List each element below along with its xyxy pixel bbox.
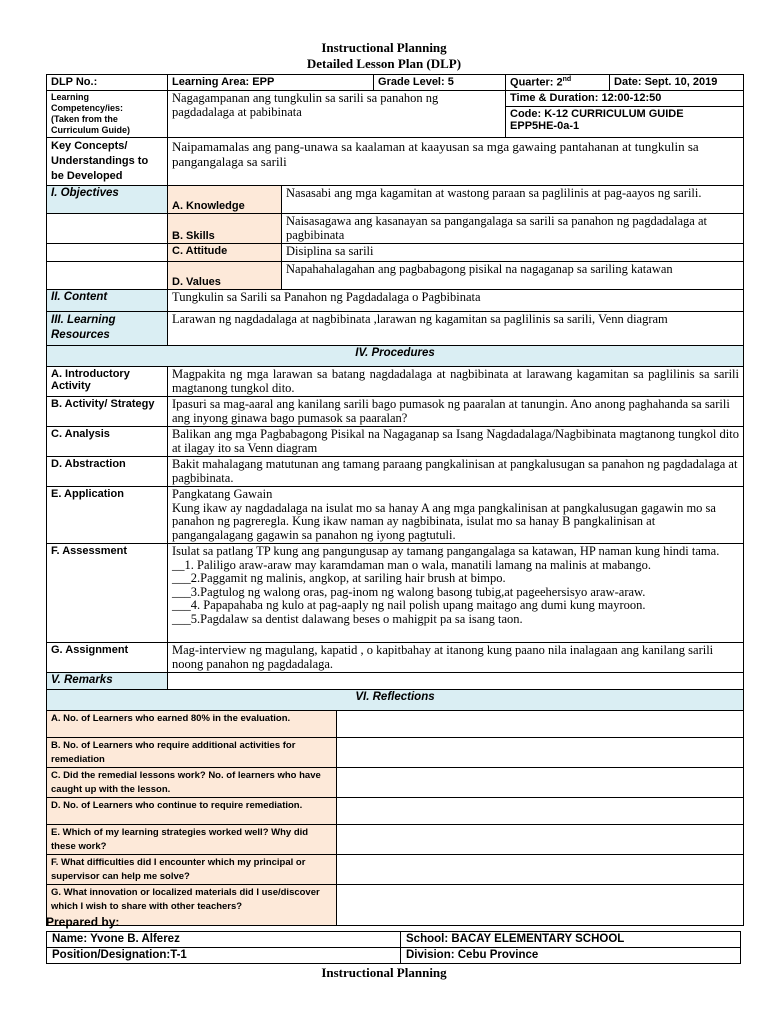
objectives-spacer-c bbox=[47, 244, 168, 262]
attitude-text: Disiplina sa sarili bbox=[282, 244, 744, 262]
reflection-question: C. Did the remedial lessons work? No. of learners who have caught up with the lesson. bbox=[47, 768, 337, 798]
lesson-plan-table bbox=[46, 74, 744, 694]
reflection-answer[interactable] bbox=[337, 798, 744, 825]
objectives-spacer-b bbox=[47, 214, 168, 244]
objectives-spacer-d bbox=[47, 262, 168, 290]
knowledge-label: A. Knowledge bbox=[168, 186, 282, 214]
reflection-answer[interactable] bbox=[337, 825, 744, 855]
reflection-answer[interactable] bbox=[337, 768, 744, 798]
reflection-question: E. Which of my learning strategies worked well? Why did these work? bbox=[47, 825, 337, 855]
competency-note: (Taken from the Curriculum Guide) bbox=[51, 114, 131, 135]
reflections-header: VI. Reflections bbox=[47, 690, 744, 711]
reflection-answer[interactable] bbox=[337, 738, 744, 768]
knowledge-text: Nasasabi ang mga kagamitan at wastong paraan sa paglilinis at pag-aayos ng sarili. bbox=[282, 186, 744, 214]
document-title: Instructional Planning bbox=[321, 40, 447, 55]
procedures-header: IV. Procedures bbox=[47, 346, 744, 367]
intro-activity-text: Magpakita ng mga larawan sa batang nagdadalaga at nagbibinata at larawang kagamitan sa paglilinis sa sarili magtanong tungkol dito. bbox=[168, 367, 744, 397]
assessment-instructions: Isulat sa patlang TP kung ang pangungusap ay tamang pangangalaga sa katawan, HP naman kung hindi tama. bbox=[172, 544, 720, 558]
code-value: EPP5HE-0a-1 bbox=[510, 120, 580, 132]
division-name: Division: Cebu Province bbox=[401, 948, 741, 964]
remarks-label: V. Remarks bbox=[47, 673, 168, 694]
assessment-item: ___2.Paggamit ng malinis, angkop, at sariling hair brush at bimpo. bbox=[172, 571, 506, 585]
reflection-question: B. No. of Learners who require additional activities for remediation bbox=[47, 738, 337, 768]
skills-text: Naisasagawa ang kasanayan sa pangangalaga sa sarili sa panahon ng pagdadalaga at pagbibinata bbox=[282, 214, 744, 244]
application-heading: Pangkatang Gawain bbox=[172, 487, 273, 501]
reflection-question: F. What difficulties did I encounter which my principal or supervisor can help me solve? bbox=[47, 855, 337, 885]
assessment-item: ___3.Pagtulog ng walong oras, pag-inom ng walong basong tubig,at pageehersisyo araw-araw. bbox=[172, 584, 646, 599]
abstraction-label: D. Abstraction bbox=[47, 457, 168, 487]
reflection-question: G. What innovation or localized materials did I use/discover which I wish to share with other teachers? bbox=[47, 885, 337, 926]
abstraction-text: Bakit mahalagang matutunan ang tamang paraang pangkalinisan at pangkalusugan sa panahon ng pagdadalaga at pagbibinata. bbox=[168, 457, 744, 487]
footer-title: Instructional Planning bbox=[321, 965, 447, 980]
application-text: Kung ikaw ay nagdadalaga na isulat mo sa hanay A ang mga pangkalinisan at pangkalusugan gagawin mo sa panahon ng pagreregla. Kung ikaw naman ay nagbibinata, isulat mo sa hanay B pangkalinisan at pangangalagang gagawin sa panahon ng iyong pagtutuli. bbox=[172, 500, 716, 542]
prepared-by-table bbox=[46, 931, 741, 964]
key-concepts-label: Key Concepts/ Understandings to be Developed bbox=[47, 138, 168, 186]
competency-label-cell bbox=[47, 91, 168, 138]
reflections-table bbox=[46, 689, 744, 926]
learning-area-cell: Learning Area: EPP bbox=[168, 75, 374, 91]
assessment-cell bbox=[168, 544, 744, 643]
preparer-position: Position/Designation:T-1 bbox=[47, 948, 401, 964]
application-cell bbox=[168, 487, 744, 544]
resources-label: III. Learning Resources bbox=[47, 312, 168, 346]
analysis-text: Balikan ang mga Pagbabagong Pisikal na Nagaganap sa Isang Nagdadalaga/Nagbibinata magtanong tungkol dito at ilagay ito sa Venn diagram bbox=[168, 427, 744, 457]
grade-level-cell: Grade Level: 5 bbox=[374, 75, 506, 91]
reflection-question: A. No. of Learners who earned 80% in the evaluation. bbox=[47, 711, 337, 738]
content-text: Tungkulin sa Sarili sa Panahon ng Pagdadalaga o Pagbibinata bbox=[168, 290, 744, 312]
analysis-label: C. Analysis bbox=[47, 427, 168, 457]
code-cell bbox=[506, 107, 744, 138]
assignment-label: G. Assignment bbox=[47, 643, 168, 673]
assessment-item: __1. Paliligo araw-araw may karamdaman man o wala, manatili lamang na malinis at mabango. bbox=[172, 557, 652, 572]
date-cell: Date: Sept. 10, 2019 bbox=[610, 75, 744, 91]
quarter-cell bbox=[506, 75, 610, 91]
assignment-text: Mag-interview ng magulang, kapatid , o kapitbahay at itanong kung paano nila inalagaan ang kanilang sarili noong panahon ng pagdadalaga. bbox=[168, 643, 744, 673]
competency-text-cell: Nagagampanan ang tungkulin sa sarili sa panahon ng pagdadalaga at pabibinata bbox=[168, 91, 506, 138]
reflection-question: D. No. of Learners who continue to require remediation. bbox=[47, 798, 337, 825]
assessment-label: F. Assessment bbox=[47, 544, 168, 643]
content-label: II. Content bbox=[47, 290, 168, 312]
prepared-by-label: Prepared by: bbox=[46, 915, 120, 929]
application-label: E. Application bbox=[47, 487, 168, 544]
code-label: Code: K-12 CURRICULUM GUIDE bbox=[510, 108, 684, 120]
time-duration-cell: Time & Duration: 12:00-12:50 bbox=[506, 91, 744, 107]
intro-activity-label: A. Introductory Activity bbox=[47, 367, 168, 397]
reflection-answer[interactable] bbox=[337, 855, 744, 885]
dlp-no-cell: DLP No.: bbox=[47, 75, 168, 91]
values-label: D. Values bbox=[168, 262, 282, 290]
resources-text: Larawan ng nagdadalaga at nagbibinata ,larawan ng kagamitan sa paglilinis sa sarili, Venn diagram bbox=[168, 312, 744, 346]
attitude-label: C. Attitude bbox=[168, 244, 282, 262]
school-name: School: BACAY ELEMENTARY SCHOOL bbox=[401, 932, 741, 948]
reflection-answer[interactable] bbox=[337, 711, 744, 738]
assessment-item: ___4. Papapahaba ng kulo at pag-aaply ng nail polish upang maitago ang dumi kung mayroon. bbox=[172, 598, 646, 612]
competency-label: Learning Competency/ies: bbox=[51, 92, 124, 113]
preparer-name: Name: Yvone B. Alferez bbox=[47, 932, 401, 948]
values-text: Napahahalagahan ang pagbabagong pisikal na nagaganap sa sariling katawan bbox=[282, 262, 744, 290]
quarter-text: Quarter: 2 bbox=[510, 76, 563, 89]
skills-label: B. Skills bbox=[168, 214, 282, 244]
activity-strategy-label: B. Activity/ Strategy bbox=[47, 397, 168, 427]
key-concepts-text: Naipamamalas ang pang-unawa sa kaalaman at kaayusan sa mga gawaing pantahanan at tungkulin sa pangangalaga sa sarili bbox=[168, 138, 744, 186]
reflection-answer[interactable] bbox=[337, 885, 744, 926]
assessment-item: ___5.Pagdalaw sa dentist dalawang beses o mahigpit pa sa isang taon. bbox=[172, 611, 523, 626]
document-subtitle: Detailed Lesson Plan (DLP) bbox=[306, 56, 462, 71]
activity-strategy-text: Ipasuri sa mag-aaral ang kanilang sarili bago pumasok ng paaralan at tanungin. Ano anong paghahanda sa sarili ang inyong ginawa bago pumasok sa paaralan? bbox=[168, 397, 744, 427]
quarter-suffix: nd bbox=[562, 76, 572, 83]
objectives-label: I. Objectives bbox=[47, 186, 168, 214]
